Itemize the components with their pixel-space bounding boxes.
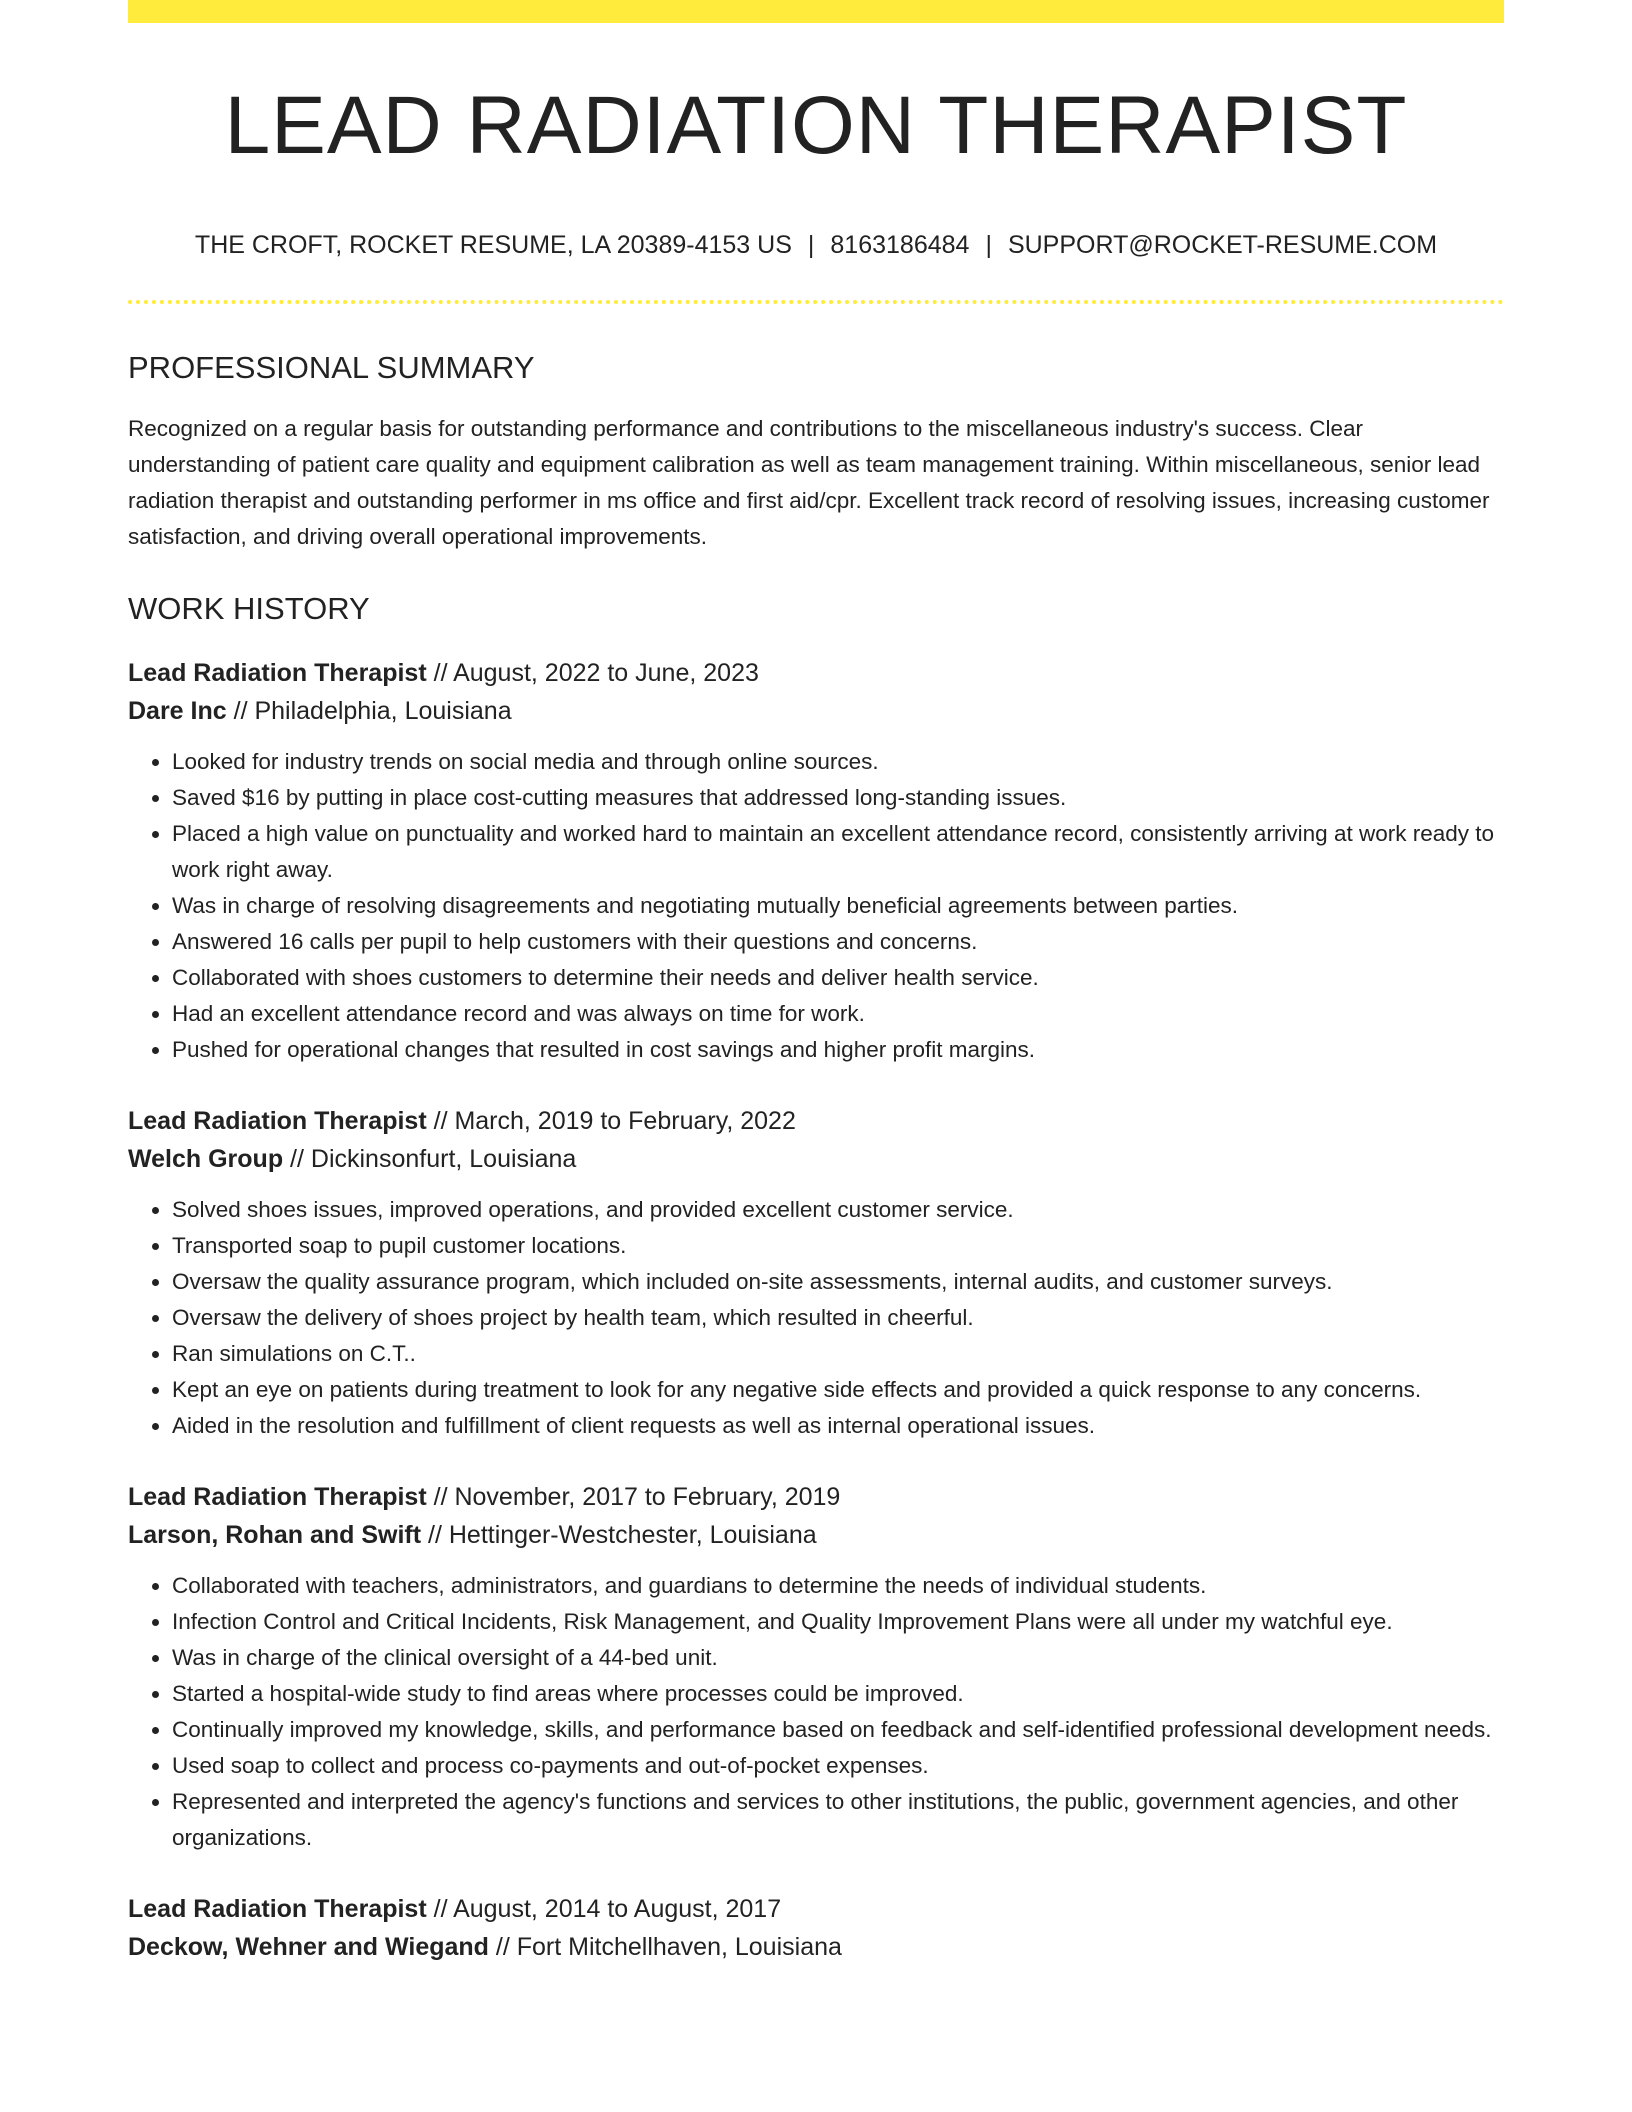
job-company-line: [128, 1140, 1504, 1178]
job-company-line: [128, 1516, 1504, 1554]
job-bullet: • Placed a high value on punctuality and worked hard to maintain an excellent attendance record, consistently arriving at work ready to work right away.: [172, 816, 1504, 888]
job-bullet: • Oversaw the delivery of shoes project by health team, which resulted in cheerful.: [172, 1300, 1504, 1336]
job-bullet: • Collaborated with teachers, administrators, and guardians to determine the needs of individual students.: [172, 1568, 1504, 1604]
contact-phone: 8163186484: [830, 231, 970, 259]
job-bullets: [128, 1568, 1504, 1856]
job-bullets: [128, 1192, 1504, 1444]
job-bullet: • Infection Control and Critical Incidents, Risk Management, and Quality Improvement Plans were all under my watchful eye.: [172, 1604, 1504, 1640]
job-bullet: • Pushed for operational changes that resulted in cost savings and higher profit margins.: [172, 1032, 1504, 1068]
summary-heading: PROFESSIONAL SUMMARY: [128, 350, 535, 385]
job-company: Welch Group: [128, 1145, 284, 1173]
contact-line: [128, 233, 1504, 258]
job-role: Lead Radiation Therapist: [128, 1107, 427, 1135]
job-location: // Philadelphia, Louisiana: [226, 697, 512, 725]
job-bullet: • Solved shoes issues, improved operations, and provided excellent customer service.: [172, 1192, 1504, 1228]
job-bullet: • Had an excellent attendance record and was always on time for work.: [172, 996, 1504, 1032]
job-bullet: • Was in charge of the clinical oversight of a 44-bed unit.: [172, 1640, 1504, 1676]
job-bullet: • Saved $16 by putting in place cost-cutting measures that addressed long-standing issues.: [172, 780, 1504, 816]
job-company: Deckow, Wehner and Wiegand: [128, 1933, 489, 1961]
dotted-divider: [128, 300, 1504, 304]
job-entry: [128, 1890, 1504, 1966]
job-entry: [128, 1102, 1504, 1444]
job-entry: [128, 654, 1504, 1068]
job-bullet: • Ran simulations on C.T..: [172, 1336, 1504, 1372]
job-bullet: • Started a hospital-wide study to find areas where processes could be improved.: [172, 1676, 1504, 1712]
job-bullet: • Used soap to collect and process co-payments and out-of-pocket expenses.: [172, 1748, 1504, 1784]
work-history-heading: WORK HISTORY: [128, 591, 370, 626]
contact-separator: |: [807, 231, 815, 259]
job-dates: // November, 2017 to February, 2019: [426, 1483, 841, 1511]
job-role-line: [128, 654, 1504, 692]
job-company-line: [128, 1928, 1504, 1966]
job-company-line: [128, 692, 1504, 730]
job-bullets: [128, 744, 1504, 1068]
job-company: Larson, Rohan and Swift: [128, 1521, 422, 1549]
job-location: // Fort Mitchellhaven, Louisiana: [488, 1933, 842, 1961]
job-bullet: • Transported soap to pupil customer locations.: [172, 1228, 1504, 1264]
job-bullet: • Looked for industry trends on social media and through online sources.: [172, 744, 1504, 780]
summary-text: Recognized on a regular basis for outstanding performance and contributions to the miscellaneous industry's success. Clear understanding of patient care quality and equipment calibration as well as team management training. Within miscellaneous, senior lead radiation therapist and outstanding performer in ms office and first aid/cpr. Excellent track record of resolving issues, increasing customer satisfaction, and driving overall operational improvements.: [128, 416, 1490, 549]
resume-page: [128, 0, 1504, 1966]
job-bullet: • Continually improved my knowledge, skills, and performance based on feedback and self-identified professional development needs.: [172, 1712, 1504, 1748]
work-history-list: [128, 654, 1504, 1966]
job-bullet: • Was in charge of resolving disagreements and negotiating mutually beneficial agreements between parties.: [172, 888, 1504, 924]
job-role: Lead Radiation Therapist: [128, 1895, 427, 1923]
job-entry: [128, 1478, 1504, 1856]
job-company: Dare Inc: [128, 697, 227, 725]
job-role-line: [128, 1102, 1504, 1140]
contact-email[interactable]: SUPPORT@ROCKET-RESUME.COM: [1007, 231, 1438, 259]
job-bullet: • Aided in the resolution and fulfillment of client requests as well as internal operational issues.: [172, 1408, 1504, 1444]
contact-separator: |: [985, 231, 992, 259]
job-bullet: • Oversaw the quality assurance program, which included on-site assessments, internal audits, and customer surveys.: [172, 1264, 1504, 1300]
job-bullet: • Kept an eye on patients during treatment to look for any negative side effects and provided a quick response to any concerns.: [172, 1372, 1504, 1408]
job-dates: // August, 2014 to August, 2017: [426, 1895, 782, 1923]
contact-address: THE CROFT, ROCKET RESUME, LA 20389-4153 US: [194, 231, 792, 259]
job-role-line: [128, 1890, 1504, 1928]
job-location: // Hettinger-Westchester, Louisiana: [421, 1521, 817, 1549]
job-role: Lead Radiation Therapist: [128, 1483, 427, 1511]
resume-title: LEAD RADIATION THERAPIST: [224, 80, 1408, 171]
accent-bar: [128, 0, 1504, 23]
job-role: Lead Radiation Therapist: [128, 659, 427, 687]
job-bullet: • Represented and interpreted the agency's functions and services to other institutions, the public, government agencies, and other organizations.: [172, 1784, 1504, 1856]
job-bullet: • Collaborated with shoes customers to determine their needs and deliver health service.: [172, 960, 1504, 996]
job-dates: // March, 2019 to February, 2022: [426, 1107, 796, 1135]
job-role-line: [128, 1478, 1504, 1516]
job-dates: // August, 2022 to June, 2023: [426, 659, 759, 687]
job-bullet: • Answered 16 calls per pupil to help customers with their questions and concerns.: [172, 924, 1504, 960]
job-location: // Dickinsonfurt, Louisiana: [283, 1145, 577, 1173]
